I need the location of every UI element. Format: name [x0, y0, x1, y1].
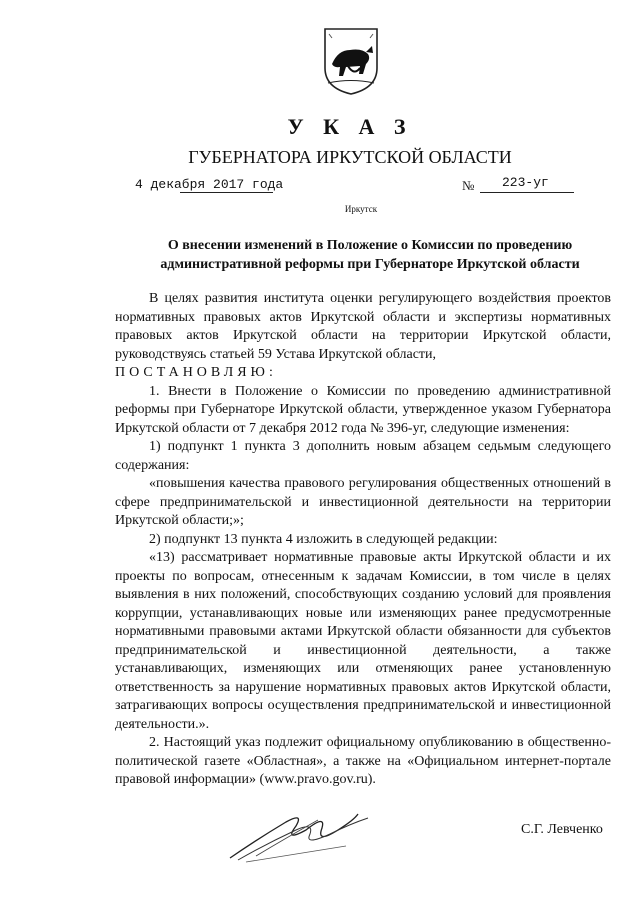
paragraph: «13) рассматривает нормативные правовые акты Иркутской области и их проекты по вопросам, отнесенным к задачам Комиссии, в том числе в целях выявления в них положений, способствующих созданию условий для проявления коррупции, устанавливающих новые или изменяющих ранее предусмотренные нормативными правовыми актами Иркутской области обязанности для субъектов предпринимательской и инвестиционной деятельности, а также устанавливающих, изменяющих или отменяющих ранее установленную ответственность за нарушение нормативных правовых актов Иркутской области, затрагивающих вопросы осуществления предпринимательской и инвестиционной деятельности.». — [115, 550, 611, 732]
signatory-name: С.Г. Левченко — [521, 822, 603, 837]
irkutsk-coat-of-arms-icon — [322, 26, 380, 96]
document-body — [115, 290, 611, 790]
paragraph: 1. Внести в Положение о Комиссии по проведению административной реформы при Губернаторе Иркутской области, утвержденное указом Губернатора Иркутской области от 7 декабря 2012 года № 396-уг, следующие изменения: — [115, 383, 611, 436]
paragraph: 2. Настоящий указ подлежит официальному опубликованию в общественно-политической газете «Областная», а также на «Официальном интернет-портале правовой информации» (www.pravo.gov.ru). — [115, 735, 611, 787]
paragraph: В целях развития института оценки регулирующего воздействия проектов нормативных правовых актов Иркутской области и экспертизы нормативных правовых актов Иркутской области на территории Иркутской области, руководствуясь статьей 59 Устава Иркутской области, — [115, 291, 611, 362]
issuer-title: ГУБЕРНАТОРА ИРКУТСКОЙ ОБЛАСТИ — [188, 147, 512, 167]
paragraph: «повышения качества правового регулирования общественных отношений в сфере предпринимательской и инвестиционной деятельности на территории Иркутской области;»; — [115, 476, 611, 528]
date-underline — [180, 192, 273, 193]
paragraph: 2) подпункт 13 пункта 4 изложить в следующей редакции: — [149, 531, 498, 547]
number-sign: № — [462, 178, 475, 193]
number-underline — [480, 192, 574, 193]
document-number: 223-уг — [502, 175, 549, 190]
handwritten-signature-icon — [226, 800, 376, 864]
document-heading: О внесении изменений в Положение о Комиссии по проведению административной реформы при Губернаторе Иркутской области — [160, 238, 580, 272]
document-date: 4 декабря 2017 года — [135, 177, 284, 192]
paragraph: 1) подпункт 1 пункта 3 дополнить новым абзацем седьмым следующего содержания: — [115, 439, 611, 473]
city-label: Иркутск — [344, 204, 378, 214]
paragraph-resolve: ПОСТАНОВЛЯЮ: — [115, 365, 277, 380]
document-type: У К А З — [287, 114, 413, 139]
